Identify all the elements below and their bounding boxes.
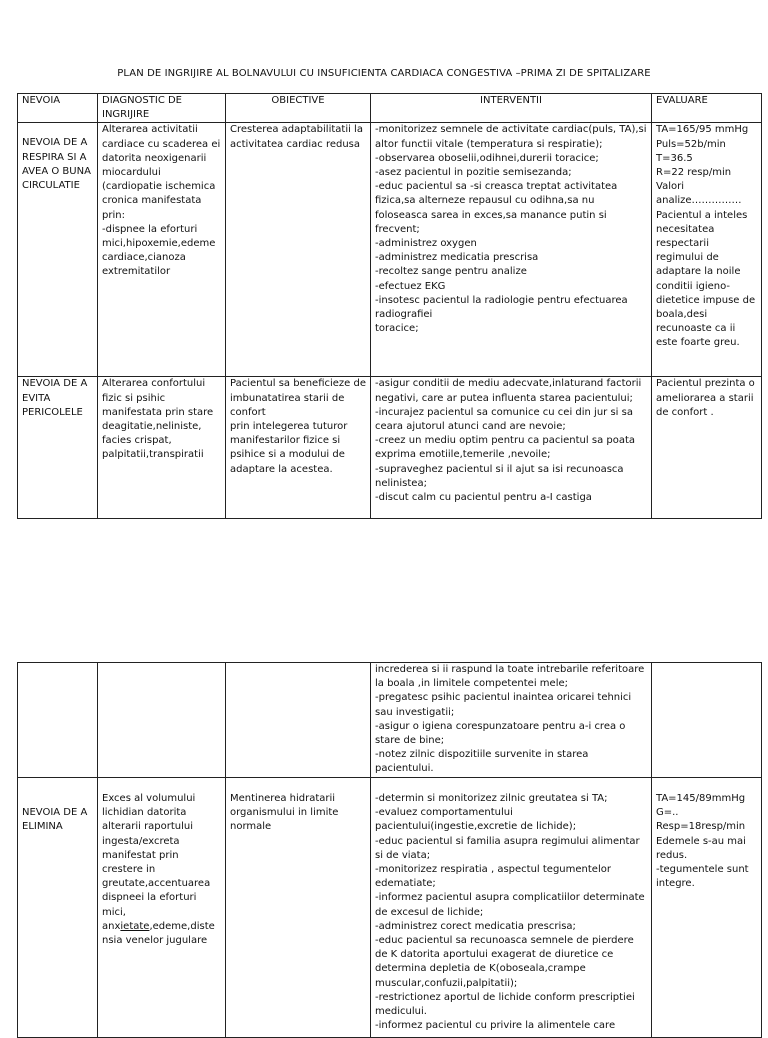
table-header-row bbox=[18, 94, 762, 123]
cell-empty bbox=[18, 663, 98, 778]
header-evaluare: EVALUARE bbox=[652, 94, 762, 123]
cell-obiective: Pacientul sa beneficieze de imbunatatirea starii de confort prin intelegerea tuturor manifestarilor fizice si psihice si a modului de adaptare la acestea. bbox=[226, 377, 371, 519]
cell-empty bbox=[652, 663, 762, 778]
header-interventii: INTERVENTII bbox=[371, 94, 652, 123]
cell-diagnostic: Alterarea activitatii cardiace cu scaderea ei datorita neoxigenarii miocardului (cardiopatie ischemica cronica manifestata prin: -dispnee la eforturi mici,hipoxemie,edeme cardiace,cianoza extremitatilor bbox=[98, 123, 226, 377]
cell-evaluare: Pacientul prezinta o ameliorarea a starii de confort . bbox=[652, 377, 762, 519]
cell-empty bbox=[98, 663, 226, 778]
header-nevoia: NEVOIA bbox=[18, 94, 98, 123]
care-plan-table-continued bbox=[17, 662, 762, 1038]
cell-diagnostic: Exces al volumului lichidian datorita alterarii raportului ingesta/excreta manifestat prin crestere in greutate,accentuarea dispneei la eforturi mici, anxietate,edeme,distensia venelor jugulare bbox=[98, 778, 226, 1038]
table-row bbox=[18, 663, 762, 778]
header-diagnostic: DIAGNOSTIC DE INGRIJIRE bbox=[98, 94, 226, 123]
cell-evaluare: TA=165/95 mmHg Puls=52b/min T=36.5 R=22 resp/min Valori analize…………… Pacientul a inteles necesitatea respectarii regimului de adaptare la noile conditii igieno-dietetice impuse de boala,desi recunoaste ca ii este foarte greu. bbox=[652, 123, 762, 377]
cell-interventii: -monitorizez semnele de activitate cardiac(puls, TA),si altor functii vitale (temperatura si respiratie); -observarea oboselii,odihnei,durerii toracice; -asez pacientul in pozitie semisezanda; -educ pacientul sa -si creasca treptat activitatea fizica,sa alterneze repausul cu odihna,sa nu foloseasca sarea in exces,sa manance putin si frecvent; -administrez oxygen -administrez medicatia prescrisa -recoltez sange pentru analize -efectuez EKG -insotesc pacientul la radiologie pentru efectuarea radiografiei toracice; bbox=[371, 123, 652, 377]
cell-interventii: -determin si monitorizez zilnic greutatea si TA; -evaluez comportamentului pacientului(ingestie,excretie de lichide); -educ pacientul si familia asupra regimului alimentar si de viata; -monitorizez respiratia , aspectul tegumentelor edematiate; -informez pacientul asupra complicatiilor determinate de excesul de lichide; -administrez corect medicatia prescrisa; -educ pacientul sa recunoasca semnele de pierdere de K datorita aportului exagerat de diuretice ce determina depletia de K(oboseala,crampe muscular,confuzii,palpitatii); -restrictionez aportul de lichide conform prescriptiei medicului. -informez pacientul cu privire la alimentele care bbox=[371, 778, 652, 1038]
cell-nevoia: NEVOIA DE A ELIMINA bbox=[18, 778, 98, 1038]
table-row bbox=[18, 377, 762, 519]
table-row bbox=[18, 123, 762, 377]
cell-obiective: Cresterea adaptabilitatii la activitatea cardiac redusa bbox=[226, 123, 371, 377]
cell-diagnostic: Alterarea confortului fizic si psihic manifestata prin stare deagitatie,neliniste, facies crispat, palpitatii,transpiratii bbox=[98, 377, 226, 519]
header-obiective: OBIECTIVE bbox=[226, 94, 371, 123]
cell-interventii: -asigur conditii de mediu adecvate,inlaturand factorii negativi, care ar putea influenta starea pacientului; -incurajez pacientul sa comunice cu cei din jur si sa ceara ajutorul atunci cand are nevoie; -creez un mediu optim pentru ca pacientul sa poata exprima emotiile,temerile ,nevoile; -supraveghez pacientul si il ajut sa isi recunoasca nelinistea; -discut calm cu pacientul pentru a-I castiga bbox=[371, 377, 652, 519]
cell-nevoia: NEVOIA DE A RESPIRA SI A AVEA O BUNA CIRCULATIE bbox=[18, 123, 98, 377]
care-plan-table bbox=[17, 93, 762, 519]
page-title: PLAN DE INGRIJIRE AL BOLNAVULUI CU INSUFICIENTA CARDIACA CONGESTIVA –PRIMA ZI DE SPITALIZARE bbox=[117, 68, 651, 79]
cell-nevoia: NEVOIA DE A EVITA PERICOLELE bbox=[18, 377, 98, 519]
cell-empty bbox=[226, 663, 371, 778]
cell-evaluare: TA=145/89mmHg G=.. Resp=18resp/min Edemele s-au mai redus. -tegumentele sunt integre. bbox=[652, 778, 762, 1038]
cell-interventii: increderea si ii raspund la toate intrebarile referitoare la boala ,in limitele competentei mele; -pregatesc psihic pacientul inaintea oricarei tehnici sau investigatii; -asigur o igiena corespunzatoare pentru a-i crea o stare de bine; -notez zilnic dispozitiile survenite in starea pacientului. bbox=[371, 663, 652, 778]
table-row bbox=[18, 778, 762, 1038]
cell-obiective: Mentinerea hidratarii organismului in limite normale bbox=[226, 778, 371, 1038]
